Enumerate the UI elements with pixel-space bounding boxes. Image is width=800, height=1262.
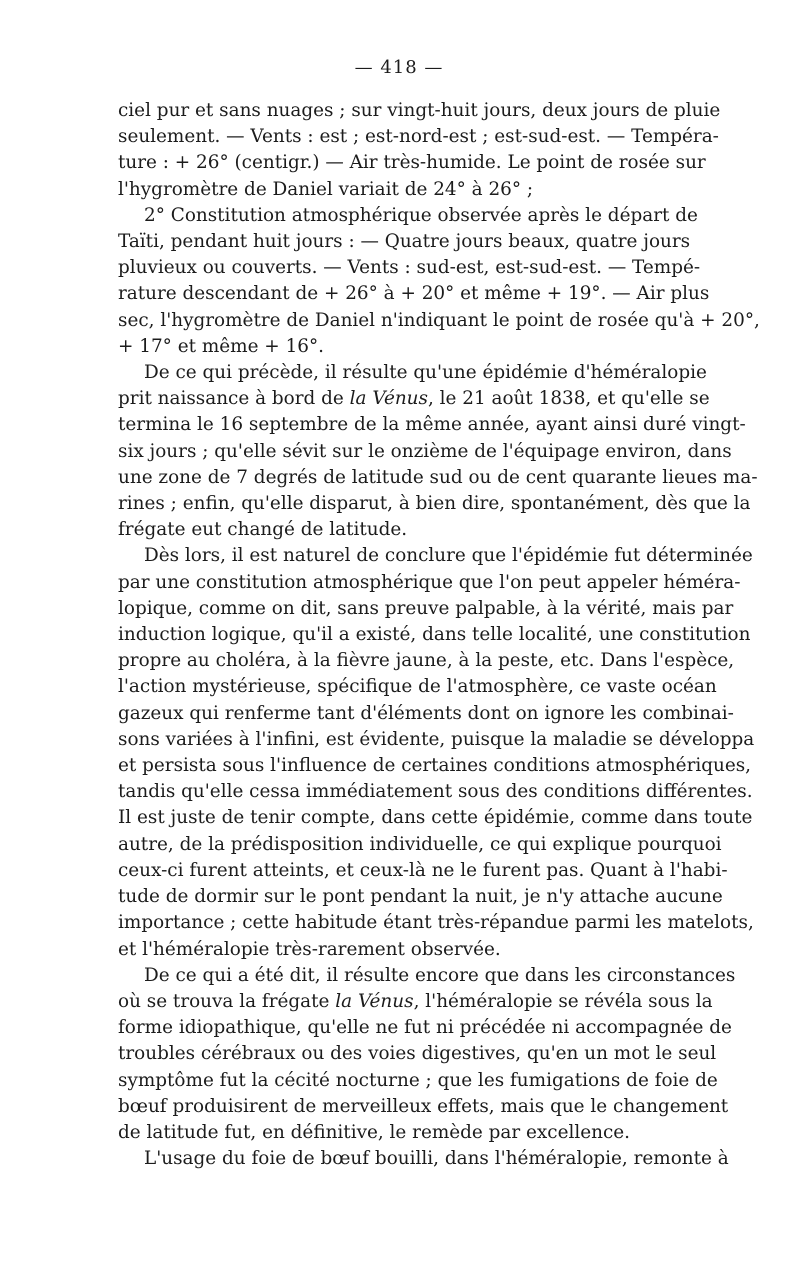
paragraph <box>118 360 758 543</box>
text-line: L'usage du foie de bœuf bouilli, dans l'héméralopie, remonte à <box>144 1148 729 1170</box>
text-line: tude de dormir sur le pont pendant la nuit, je n'y attache aucune <box>118 886 723 908</box>
text-line: ture : + 26° (centigr.) — Air très-humide. Le point de rosée sur <box>118 152 706 174</box>
text-line: bœuf produisirent de merveilleux effets, mais que le changement <box>118 1095 729 1117</box>
ship-name: la Vénus <box>335 990 414 1012</box>
paragraph <box>118 98 721 203</box>
text-line: ciel pur et sans nuages ; sur vingt-huit jours, deux jours de pluie <box>118 100 721 121</box>
text-line: rature descendant de + 26° à + 20° et même + 19°. — Air plus <box>118 283 710 305</box>
text-line: par une constitution atmosphérique que l'on peut appeler héméra- <box>118 571 741 593</box>
text-line: Taïti, pendant huit jours : — Quatre jours beaux, quatre jours <box>118 231 691 253</box>
text-line: termina le 16 septembre de la même année, ayant ainsi duré vingt- <box>118 414 746 436</box>
text-line: Dès lors, il est naturel de conclure que l'épidémie fut déterminée <box>144 545 753 567</box>
text-line: tandis qu'elle cessa immédiatement sous des conditions différentes. <box>118 781 753 803</box>
text-line: importance ; cette habitude étant très-répandue parmi les matelots, <box>118 912 754 934</box>
text-line: une zone de 7 degrés de latitude sud ou de cent quarante lieues ma- <box>118 466 758 488</box>
text-line: seulement. — Vents : est ; est-nord-est ; est-sud-est. — Tempéra- <box>118 126 719 148</box>
paragraph <box>118 543 755 962</box>
text-line: autre, de la prédisposition individuelle, ce qui explique pourquoi <box>118 833 722 855</box>
text-line: + 17° et même + 16°. <box>118 335 325 357</box>
page-number: — 418 — <box>354 57 444 78</box>
book-page <box>118 55 760 1172</box>
text-line: frégate eut changé de latitude. <box>118 519 408 541</box>
paragraph <box>118 963 736 1146</box>
text-line: induction logique, qu'il a existé, dans telle localité, une constitution <box>118 624 751 646</box>
paragraph <box>118 203 760 360</box>
text-line: six jours ; qu'elle sévit sur le onzième de l'équipage environ, dans <box>118 440 732 462</box>
text-line: 2° Constitution atmosphérique observée après le départ de <box>144 204 698 226</box>
text-line: troubles cérébraux ou des voies digestives, qu'en un mot le seul <box>118 1043 717 1065</box>
ship-name: la Vénus <box>349 388 428 410</box>
body-text <box>118 98 760 1172</box>
text-line: lopique, comme on dit, sans preuve palpable, à la vérité, mais par <box>118 597 734 619</box>
text-line: symptôme fut la cécité nocturne ; que les fumigations de foie de <box>118 1069 718 1091</box>
text-line: rines ; enfin, qu'elle disparut, à bien dire, spontanément, dès que la <box>118 493 751 515</box>
text-line: De ce qui précède, il résulte qu'une épidémie d'héméralopie <box>144 362 707 384</box>
text-line: de latitude fut, en définitive, le remède par excellence. <box>118 1121 630 1143</box>
text-line: propre au choléra, à la fièvre jaune, à la peste, etc. Dans l'espèce, <box>118 650 735 672</box>
text-line: prit naissance à bord de la Vénus, le 21 août 1838, et qu'elle se <box>118 388 710 410</box>
text-line: gazeux qui renferme tant d'éléments dont on ignore les combinai- <box>118 702 734 724</box>
text-line: forme idiopathique, qu'elle ne fut ni précédée ni accompagnée de <box>118 1017 732 1039</box>
text-line: Il est juste de tenir compte, dans cette épidémie, comme dans toute <box>118 807 753 829</box>
text-line: sec, l'hygromètre de Daniel n'indiquant le point de rosée qu'à + 20°, <box>118 309 760 331</box>
text-line: et l'héméralopie très-rarement observée. <box>118 938 501 960</box>
text-line: pluvieux ou couverts. — Vents : sud-est, est-sud-est. — Tempé- <box>118 257 701 279</box>
text-line: et persista sous l'influence de certaines conditions atmosphériques, <box>118 755 752 777</box>
paragraph <box>118 1146 729 1172</box>
text-line: sons variées à l'infini, est évidente, puisque la maladie se développa <box>118 728 755 750</box>
text-line: l'action mystérieuse, spécifique de l'atmosphère, ce vaste océan <box>118 676 717 698</box>
text-line: l'hygromètre de Daniel variait de 24° à 26° ; <box>118 178 534 200</box>
text-line: où se trouva la frégate la Vénus, l'héméralopie se révéla sous la <box>118 990 713 1012</box>
text-line: ceux-ci furent atteints, et ceux-là ne le furent pas. Quant à l'habi- <box>118 859 728 881</box>
text-line: De ce qui a été dit, il résulte encore que dans les circonstances <box>144 964 736 986</box>
